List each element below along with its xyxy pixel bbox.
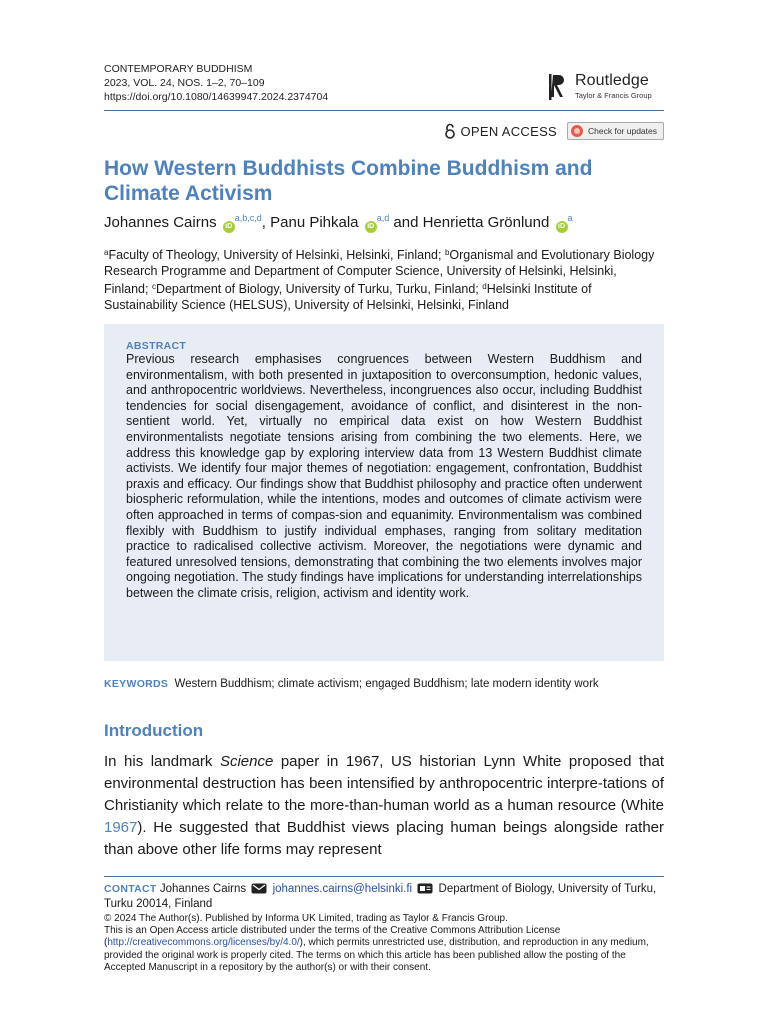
journal-name: CONTEMPORARY BUDDHISM (104, 63, 253, 75)
contact-email-link[interactable]: johannes.cairns@helsinki.fi (272, 883, 413, 895)
affiliation-mark: c (151, 282, 156, 291)
orcid-icon[interactable]: iD (365, 221, 377, 233)
contact-address: Department of Biology, University of Turku, Turku 20014, Finland (104, 883, 657, 910)
check-for-updates-label: Check for updates (588, 126, 657, 136)
open-access-row (443, 120, 664, 142)
paragraph-text: paper in 1967, US historian Lynn White proposed that environmental destruction has been intensified by anthropocentric interpre-tations of Christianity which relate to the more-than-human world as a human resource (White (104, 753, 664, 814)
affiliation-mark: d (482, 282, 487, 291)
contact-name: Johannes Cairns (159, 883, 247, 895)
affiliation-text: Department of Biology, University of Turku, Turku, Finland; (155, 282, 483, 296)
open-lock-icon (443, 123, 457, 139)
license-link[interactable]: http://creativecommons.org/licenses/by/4.0/ (107, 937, 300, 949)
section-heading-introduction: Introduction (104, 721, 204, 740)
publisher-logo[interactable] (549, 72, 664, 102)
routledge-logo-icon (549, 72, 567, 102)
publisher-name: Routledge (575, 72, 649, 89)
orcid-icon[interactable]: iD (556, 221, 568, 233)
paragraph-text: In his landmark (104, 753, 220, 770)
author-affiliation-marks: a,d (376, 213, 390, 223)
keywords-label: KEYWORDS (104, 678, 169, 690)
affiliation-text: Faculty of Theology, University of Helsinki, Helsinki, Finland; (108, 248, 445, 262)
abstract-text: Previous research emphasises congruences between Western Buddhism and environmentalism, with both presented in juxtaposition to overconsumption, hedonic values, and anthropocentric worldviews. Nevertheless, incongruences also occur, including Buddhist tendencies for social disengagement, avoidance of conflict, and disinterest in the non-sentient world. Yet, virtually no empirical data exist on how Western Buddhist environmentalists negotiate tensions arising from combining the two elements. Here, we address this knowledge gap by exploring interview data from 13 Western Buddhist climate activists. We identify four major themes of negotiation: engagement, confrontation, Buddhist praxis and efficacy. Our findings show that Buddhist philosophy and practice often underwent biospheric reformulation, while the intentions, modes and outcomes of climate activism were often approached in terms of compas-sion and equanimity. Environmentalism was combined flexibly with Buddhism to justify individual emphases, ranging from solitary meditation practice to radicalised collective activism. Moreover, the negotiations were dynamic and featured unresolved tensions, demonstrating that combining the two elements involves major ongoing negotiation. The study findings have implications for understanding interrelationships between the climate crisis, religion, activism and identity work. (126, 352, 642, 600)
affiliations (104, 245, 664, 313)
abstract-box (104, 324, 664, 661)
italic-text: Science (219, 753, 274, 770)
author-separator: , (261, 214, 271, 231)
author-affiliation-marks: a,b,c,d (234, 213, 262, 223)
header-divider (104, 110, 664, 111)
copyright-line: © 2024 The Author(s). Published by Informa UK Limited, trading as Taylor & Francis Group. (104, 913, 508, 924)
citation-link[interactable]: 1967 (104, 819, 138, 836)
author-list (104, 213, 573, 233)
open-access-label: OPEN ACCESS (460, 123, 558, 139)
license-statement (104, 925, 664, 974)
keywords (104, 678, 599, 690)
paragraph-text: ). He suggested that Buddhist views placing human beings alongside rather than above other life forms may represent (104, 819, 664, 858)
article-title: How Western Buddhists Combine Buddhism and Climate Activism (104, 157, 593, 205)
address-icon (417, 883, 433, 894)
contact-label: CONTACT (104, 883, 157, 895)
author-affiliation-marks: a (567, 213, 573, 223)
check-for-updates-button[interactable] (567, 122, 664, 140)
abstract-label: ABSTRACT (126, 340, 187, 352)
publisher-subtitle: Taylor & Francis Group (575, 91, 652, 100)
introduction-paragraph (104, 751, 664, 861)
volume-info: 2023, VOL. 24, NOS. 1–2, 70–109 (104, 77, 265, 89)
affiliation-mark: a (104, 248, 109, 257)
affiliation-text: Helsinki Institute of Sustainability Science (HELSUS), University of Helsinki, Helsinki, Finland (104, 282, 592, 312)
license-text: This is an Open Access article distributed under the terms of the Creative Commons Attribution License ( (104, 925, 561, 949)
orcid-icon[interactable]: iD (223, 221, 235, 233)
check-for-updates-icon (571, 125, 583, 137)
license-text: ), which permits unrestricted use, distribution, and reproduction in any medium, provided the original work is properly cited. The terms on which this article has been published allow the posting of the Accepted Manuscript in a repository by the author(s) or with their consent. (104, 937, 649, 973)
author-separator: and (389, 214, 423, 231)
affiliation-text: Organismal and Evolutionary Biology Research Programme and Department of Computer Science, University of Helsinki, Helsinki, Finland; (104, 248, 655, 296)
footer-divider (104, 876, 664, 877)
copyright-notice (104, 913, 664, 974)
contact-info (104, 882, 664, 911)
mail-icon (251, 883, 267, 894)
author-name[interactable]: Panu Pihkala (270, 214, 359, 231)
author-name[interactable]: Henrietta Grönlund (422, 214, 550, 231)
author-name[interactable]: Johannes Cairns (104, 214, 217, 231)
doi-link[interactable]: https://doi.org/10.1080/14639947.2024.2374704 (104, 91, 329, 103)
affiliation-mark: b (444, 248, 450, 257)
keywords-text: Western Buddhism; climate activism; engaged Buddhism; late modern identity work (174, 678, 599, 690)
article-first-page (104, 62, 664, 973)
